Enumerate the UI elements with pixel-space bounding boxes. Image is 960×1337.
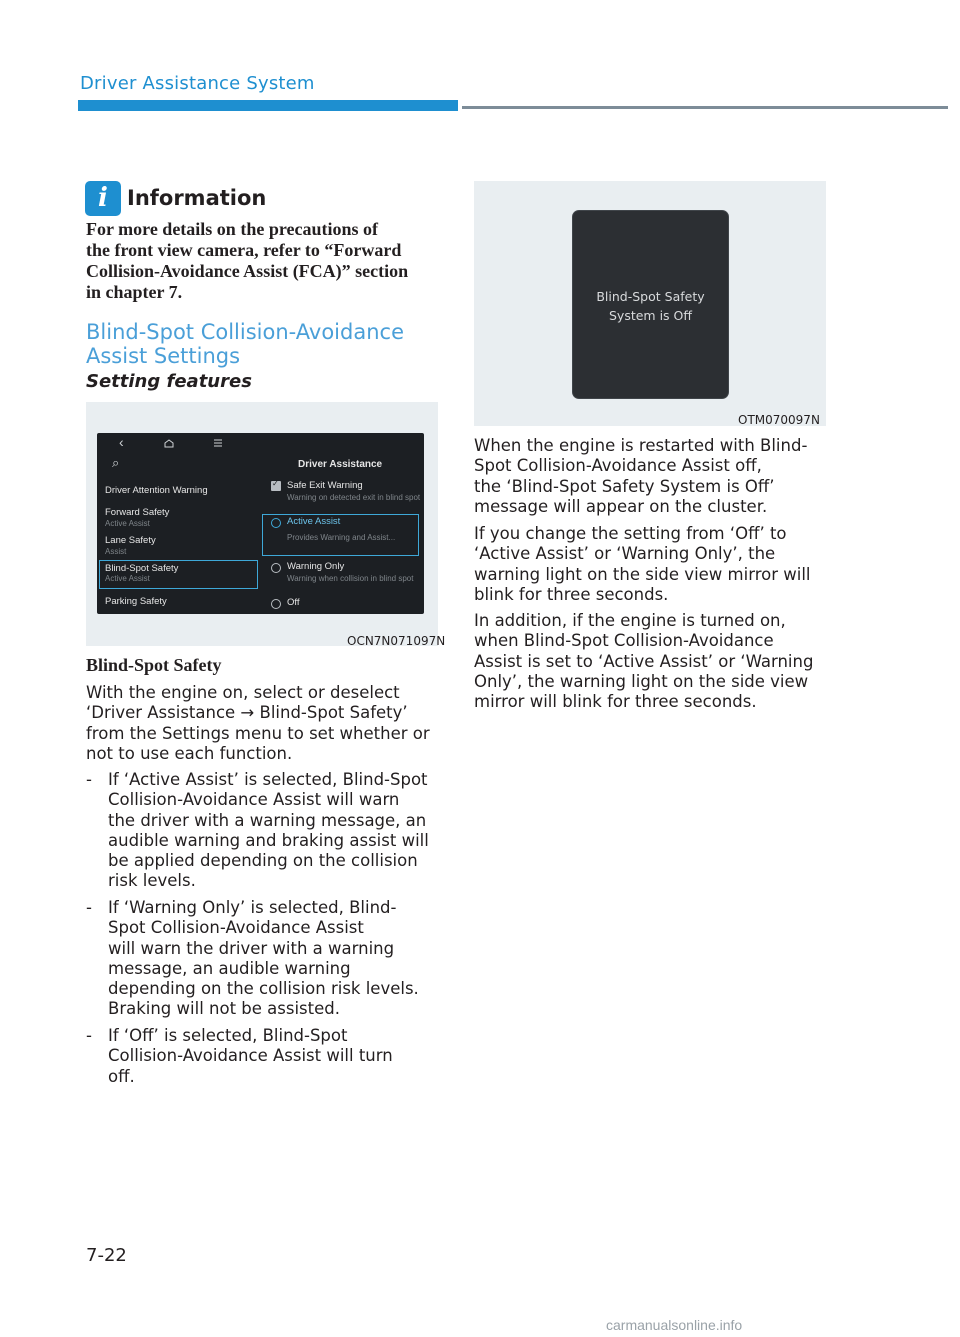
bullet-warning-only [86, 898, 446, 1022]
text-line: the driver with a warning message, an [108, 810, 427, 830]
paragraph-change-setting [474, 524, 834, 605]
info-heading: Information [127, 186, 267, 210]
figure-code: OCN7N071097N [347, 634, 446, 648]
radio-off[interactable] [271, 599, 281, 609]
text-line: the ‘Blind-Spot Safety System is Off’ [474, 476, 775, 496]
text-line: be applied depending on the collision [108, 851, 418, 871]
option-safe-exit-warning[interactable]: Safe Exit Warning [287, 480, 363, 491]
text-line: not to use each function. [86, 743, 293, 763]
text-line: blink for three seconds. [474, 584, 669, 604]
section-subtitle: Setting features [86, 371, 252, 392]
option-warning-only[interactable]: Warning Only [287, 561, 345, 572]
text-line: Spot Collision-Avoidance Assist off, [474, 456, 762, 476]
bullet-dash: - [86, 770, 92, 789]
menu-item-lane-safety[interactable]: Lane Safety [105, 535, 156, 546]
text-line: When the engine is restarted with Blind- [474, 436, 808, 455]
option-desc: Warning when collision in blind spot [287, 574, 414, 583]
text-line: from the Settings menu to set whether or [86, 723, 430, 743]
info-line: the front view camera, refer to “Forward [86, 240, 402, 260]
menu-icon [213, 439, 223, 447]
option-active-assist[interactable]: Active Assist [287, 516, 341, 527]
cluster-message [573, 287, 728, 325]
text-line: Only’, the warning light on the side view [474, 671, 809, 691]
text-line: Spot Collision-Avoidance Assist [108, 918, 364, 938]
menu-item-parking-safety[interactable]: Parking Safety [105, 596, 167, 607]
menu-item-driver-attention[interactable]: Driver Attention Warning [105, 485, 208, 496]
option-desc: Warning on detected exit in blind spot [287, 493, 421, 502]
header-title: Driver Assistance System [80, 73, 315, 94]
text-line: If ‘Active Assist’ is selected, Blind-Spot [108, 770, 428, 789]
text-line: will warn the driver with a warning [108, 938, 395, 958]
text-line: risk levels. [108, 871, 196, 891]
text-line: System is Off [609, 308, 692, 323]
text-line: Blind-Spot Safety [596, 289, 705, 304]
text-line: off. [108, 1066, 135, 1086]
info-body [86, 219, 446, 303]
text-line: depending on the collision risk levels. [108, 979, 419, 999]
back-icon: ‹ [119, 434, 124, 450]
text-line: If ‘Warning Only’ is selected, Blind- [108, 898, 397, 917]
bullet-dash: - [86, 1026, 92, 1045]
bullet-active-assist [86, 770, 446, 894]
text-line: message, an audible warning [108, 958, 351, 978]
watermark: carmanualsonline.info [606, 1317, 743, 1333]
text-line: Braking will not be assisted. [108, 999, 340, 1019]
bullet-dash: - [86, 898, 92, 917]
bullet-text [108, 770, 448, 892]
section-title-line: Assist Settings [86, 344, 241, 368]
menu-item-sub: Active Assist [105, 574, 150, 583]
settings-screen [97, 433, 424, 614]
option-off[interactable]: Off [287, 597, 300, 608]
text-line: In addition, if the engine is turned on, [474, 611, 786, 630]
figure-code: OTM070097N [738, 413, 820, 427]
bullet-off [86, 1026, 446, 1090]
text-line: audible warning and braking assist will [108, 830, 429, 850]
text-line: warning light on the side view mirror will [474, 564, 811, 584]
home-icon [164, 439, 174, 448]
page-number: 7-22 [86, 1245, 127, 1266]
menu-item-sub: Assist [105, 547, 127, 556]
intro-paragraph [86, 683, 446, 764]
bullet-text [108, 898, 448, 1020]
menu-item-sub: Active Assist [105, 519, 150, 528]
paragraph-restart [474, 436, 834, 517]
screen-title: Driver Assistance [298, 459, 383, 470]
info-line: For more details on the precautions of [86, 219, 378, 239]
text-line: when Blind-Spot Collision-Avoidance [474, 631, 774, 651]
section-title-line: Blind-Spot Collision-Avoidance [86, 320, 404, 344]
paragraph-engine-on [474, 611, 834, 712]
menu-item-forward-safety[interactable]: Forward Safety [105, 507, 170, 518]
option-check-icon: ✓ [272, 479, 279, 488]
text-line: Collision-Avoidance Assist will warn [108, 790, 400, 810]
radio-warning-only[interactable] [271, 563, 281, 573]
header-rule-grey [462, 106, 948, 109]
text-line: Collision-Avoidance Assist will turn [108, 1046, 393, 1066]
cluster-display [572, 210, 729, 399]
radio-active-assist[interactable] [271, 518, 281, 528]
header-rule-blue [78, 100, 458, 111]
info-line: Collision-Avoidance Assist (FCA)” section [86, 261, 409, 281]
search-icon: ⌕ [112, 455, 120, 470]
text-line: If ‘Off’ is selected, Blind-Spot [108, 1026, 348, 1045]
option-desc: Provides Warning and Assist... [287, 533, 396, 542]
section-title [86, 320, 446, 368]
text-line: mirror will blink for three seconds. [474, 692, 757, 712]
text-line: With the engine on, select or deselect [86, 683, 400, 702]
text-line: ‘Active Assist’ or ‘Warning Only’, the [474, 544, 776, 564]
info-line: in chapter 7. [86, 282, 183, 302]
text-line: ‘Driver Assistance → Blind-Spot Safety’ [86, 703, 408, 723]
text-line: message will appear on the cluster. [474, 496, 768, 516]
text-line: Assist is set to ‘Active Assist’ or ‘Warning [474, 651, 814, 671]
text-line: If you change the setting from ‘Off’ to [474, 524, 787, 543]
body-heading: Blind-Spot Safety [86, 655, 222, 675]
info-icon: i [85, 181, 121, 216]
bullet-text [108, 1026, 448, 1087]
menu-item-blind-spot-safety[interactable]: Blind-Spot Safety [105, 563, 179, 574]
